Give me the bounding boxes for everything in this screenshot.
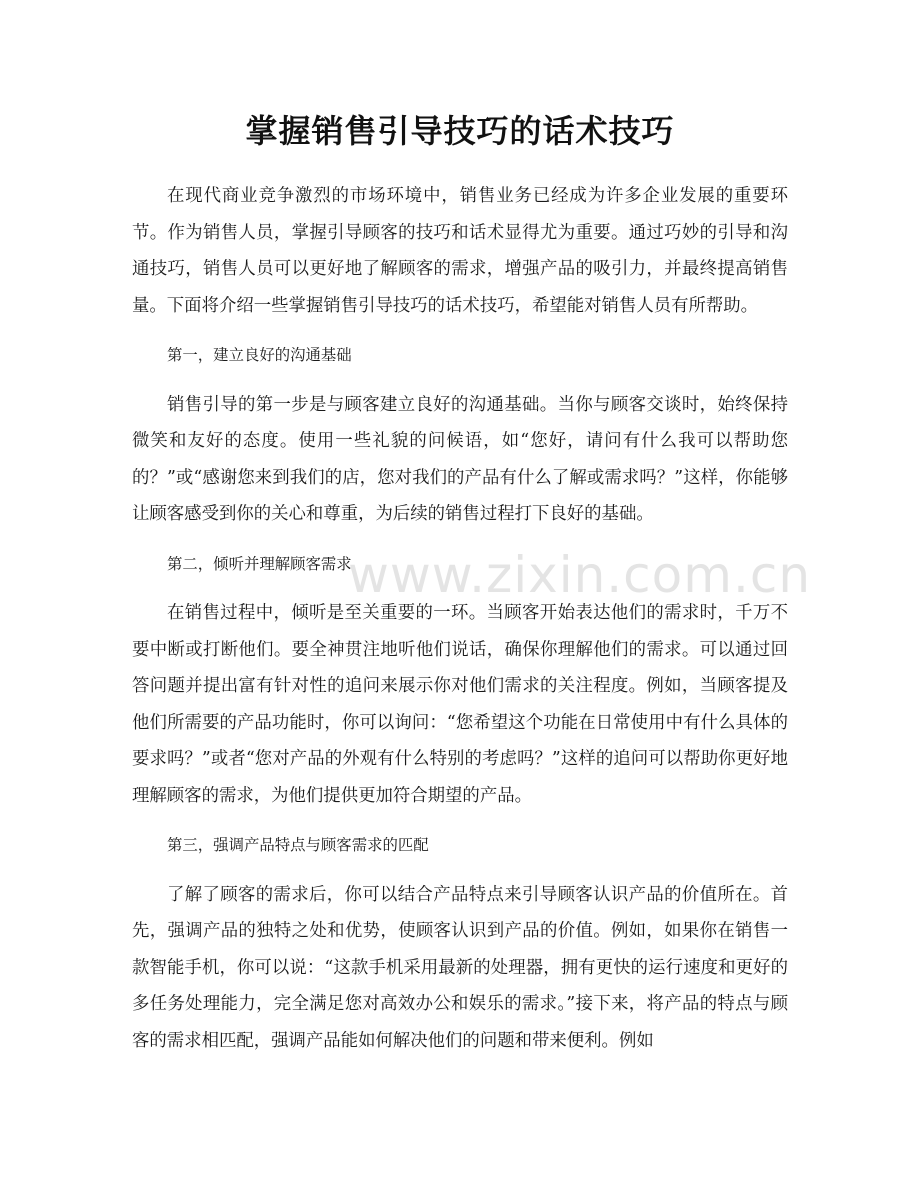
section-heading-3: 第三，强调产品特点与顾客需求的匹配 [167,836,429,854]
document-body [132,178,788,1072]
section-paragraph-1: 销售引导的第一步是与顾客建立良好的沟通基础。当你与顾客交谈时，始终保持微笑和友好的态度。使用一些礼貌的问候语，如“您好，请问有什么我可以帮助您的？”或“感谢您来到我们的店，您对我们的产品有什么了解或需求吗？”这样，你能够让顾客感受到你的关心和尊重，为后续的销售过程打下良好的基础。 [132,394,788,524]
intro-paragraph: 在现代商业竞争激烈的市场环境中，销售业务已经成为许多企业发展的重要环节。作为销售人员，掌握引导顾客的技巧和话术显得尤为重要。通过巧妙的引导和沟通技巧，销售人员可以更好地了解顾客的需求，增强产品的吸引力，并最终提高销售量。下面将介绍一些掌握销售引导技巧的话术技巧，希望能对销售人员有所帮助。 [132,186,788,316]
section-heading-1: 第一，建立良好的沟通基础 [167,346,352,364]
section-paragraph-2: 在销售过程中，倾听是至关重要的一环。当顾客开始表达他们的需求时，千万不要中断或打断他们。要全神贯注地听他们说话，确保你理解他们的需求。可以通过回答问题并提出富有针对性的追问来展示你对他们需求的关注程度。例如，当顾客提及他们所需要的产品功能时，你可以询问：“您希望这个功能在日常使用中有什么具体的要求吗？”或者“您对产品的外观有什么特别的考虑吗？”这样的追问可以帮助你更好地理解顾客的需求，为他们提供更加符合期望的产品。 [132,603,788,806]
section-heading-2: 第二，倾听并理解顾客需求 [167,554,352,573]
document-title: 掌握销售引导技巧的话术技巧 [245,112,675,150]
section-paragraph-3: 了解了顾客的需求后，你可以结合产品特点来引导顾客认识产品的价值所在。首先，强调产品的独特之处和优势，使顾客认识到产品的价值。例如，如果你在销售一款智能手机，你可以说：“这款手机采用最新的处理器，拥有更快的运行速度和更好的多任务处理能力，完全满足您对高效办公和娱乐的需求。”接下来，将产品的特点与顾客的需求相匹配，强调产品能如何解决他们的问题和带来便利。例如 [132,884,788,1051]
watermark: www.zixin.com.cn [348,546,812,604]
